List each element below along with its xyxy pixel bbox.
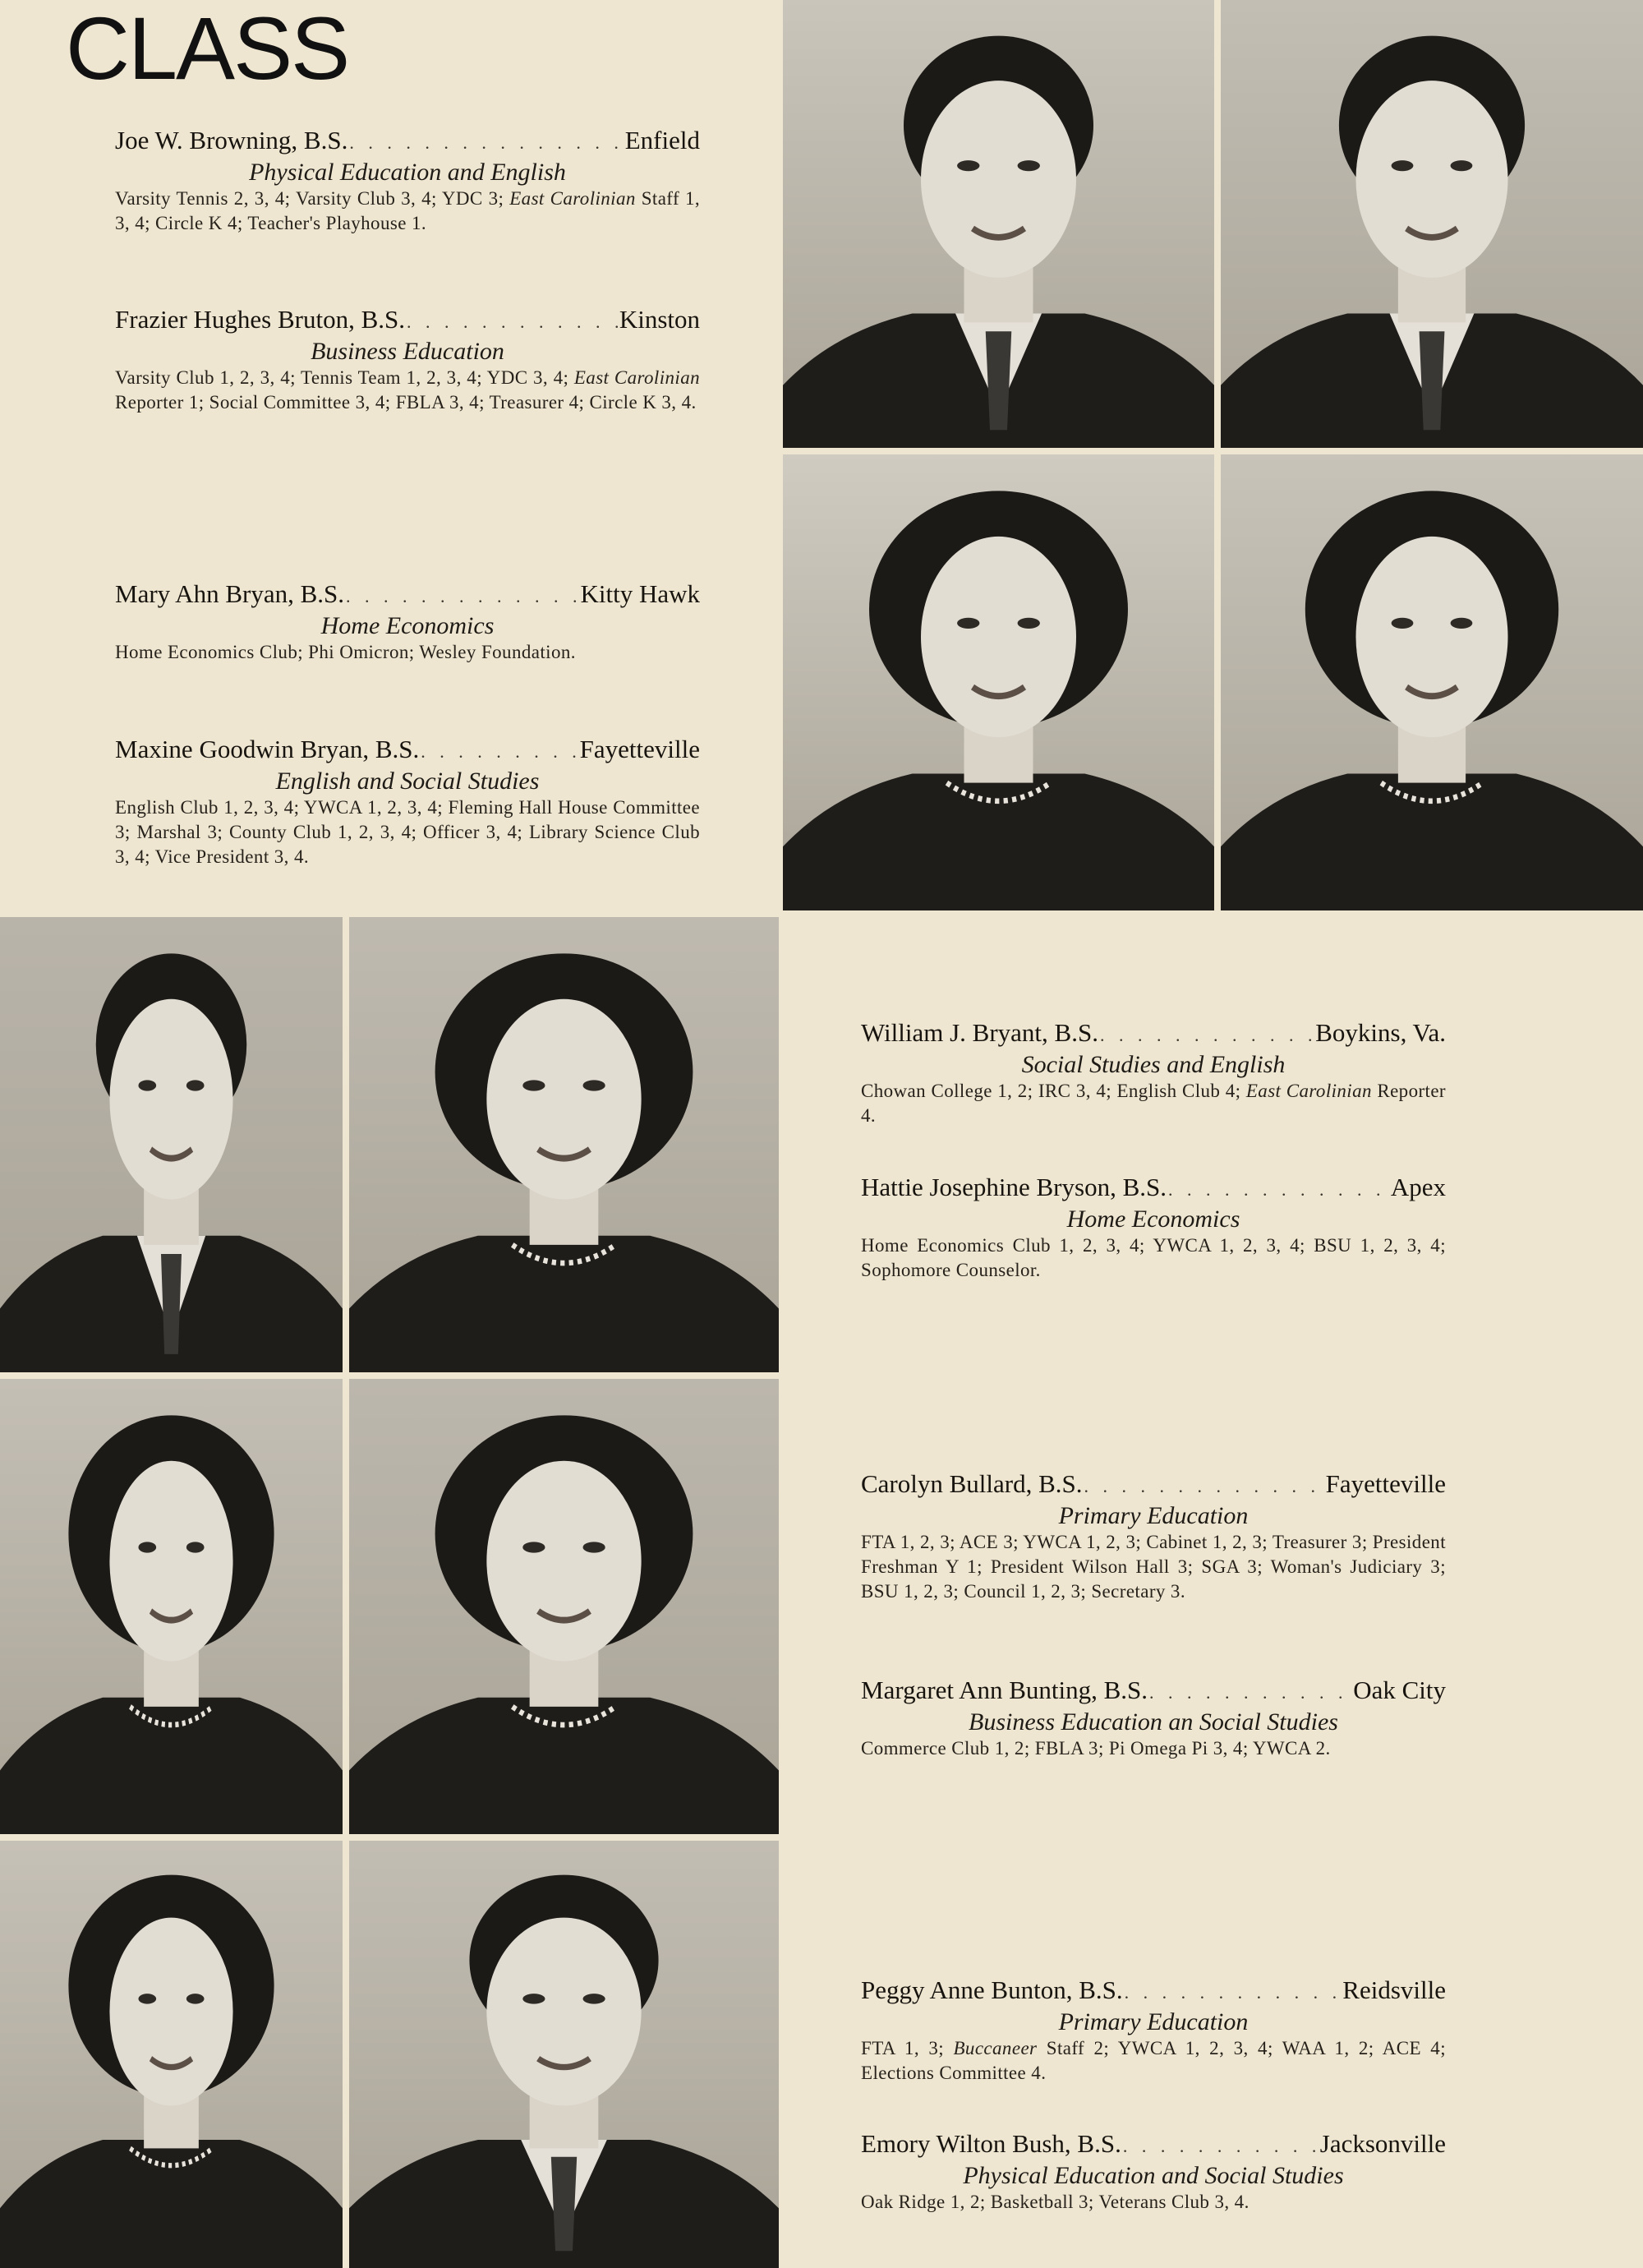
eye-shape: [583, 1542, 605, 1552]
entry-bruton: [115, 304, 700, 415]
face-shape: [109, 1918, 232, 2106]
eye-shape: [522, 1994, 545, 2003]
portrait-silhouette: [1221, 0, 1643, 448]
activities-text: [115, 640, 700, 665]
clothing-shape: [783, 774, 1214, 911]
name-line: [861, 1017, 1446, 1051]
portrait-photo-bruton: [1221, 0, 1643, 448]
face-shape: [486, 1918, 641, 2106]
entry-bunting: [861, 1675, 1446, 1761]
student-name: Frazier Hughes Bruton, B.S.: [115, 305, 406, 334]
hometown: Kitty Hawk: [580, 579, 700, 608]
portrait-silhouette: [0, 917, 343, 1372]
entry-bryant: [861, 1017, 1446, 1128]
eye-shape: [1392, 618, 1414, 629]
portrait-photo-maxine-bryan: [1221, 454, 1643, 910]
face-shape: [921, 537, 1076, 737]
name-line: [115, 579, 700, 612]
activities-part: FTA 1, 2, 3; ACE 3; YWCA 1, 2, 3; Cabinet 1, 2, 3; Treasurer 3; President Freshman Y 1; President Wilson Hall 3; SGA 3; Woman's Judiciary 3; BSU 1, 2, 3; Council 1, 2, 3; Secretary 3.: [861, 1532, 1446, 1602]
student-name: Maxine Goodwin Bryan, B.S.: [115, 735, 420, 763]
face-shape: [109, 999, 232, 1200]
major-field: Primary Education: [1058, 1502, 1249, 1529]
activities-part: Home Economics Club 1, 2, 3, 4; YWCA 1, 2, 3, 4; BSU 1, 2, 3, 4; Sophomore Counselor.: [861, 1235, 1446, 1280]
major-field: Social Studies and English: [1021, 1051, 1286, 1078]
clothing-shape: [0, 1698, 343, 1834]
activities-text: [861, 1736, 1446, 1761]
eye-shape: [1392, 160, 1414, 171]
necktie-shape: [1420, 331, 1445, 430]
portrait-silhouette: [783, 454, 1214, 910]
necktie-shape: [551, 2157, 577, 2251]
face-shape: [1355, 81, 1507, 278]
entry-bryson: [861, 1172, 1446, 1283]
entry-bush: [861, 2128, 1446, 2215]
hometown: Jacksonville: [1319, 2129, 1446, 2158]
portrait-photo-bunting: [349, 1379, 779, 1834]
entry-bunton: [861, 1975, 1446, 2086]
major-field: Physical Education and English: [249, 159, 566, 186]
activities-part: English Club 1, 2, 3, 4; YWCA 1, 2, 3, 4; Fleming Hall House Committee 3; Marshal 3; County Club 1, 2, 3, 4; Officer 3, 4; Library Science Club 3, 4; Vice President 3, 4.: [115, 797, 700, 867]
leader-dots: [421, 736, 578, 768]
activities-part: Varsity Club 1, 2, 3, 4; Tennis Team 1, 2, 3, 4; YDC 3, 4;: [115, 367, 574, 388]
name-line: [861, 1172, 1446, 1205]
student-name: Mary Ahn Bryan, B.S.: [115, 579, 344, 608]
activities-text: [861, 2190, 1446, 2215]
hometown: Apex: [1390, 1173, 1446, 1201]
entry-mary-bryan: [115, 579, 700, 665]
name-line: [861, 1675, 1446, 1708]
eye-shape: [186, 1542, 205, 1552]
name-line: [861, 1975, 1446, 2008]
leader-dots: [1100, 1020, 1314, 1051]
major-field: Primary Education: [1058, 2008, 1249, 2035]
name-line: [115, 125, 700, 159]
eye-shape: [138, 1080, 156, 1090]
student-name: Joe W. Browning, B.S.: [115, 126, 348, 154]
hometown: Kinston: [619, 305, 700, 334]
clothing-shape: [349, 1236, 779, 1372]
hometown: Oak City: [1353, 1676, 1446, 1704]
leader-dots: [1149, 1677, 1351, 1708]
activities-part: Oak Ridge 1, 2; Basketball 3; Veterans Club 3, 4.: [861, 2192, 1250, 2212]
eye-shape: [1018, 618, 1040, 629]
student-name: Emory Wilton Bush, B.S.: [861, 2129, 1121, 2158]
hometown: Fayetteville: [579, 735, 700, 763]
eye-shape: [957, 160, 979, 171]
clothing-shape: [349, 1698, 779, 1834]
activities-text: [115, 795, 700, 869]
eye-shape: [583, 1994, 605, 2003]
student-name: Carolyn Bullard, B.S.: [861, 1469, 1083, 1498]
eye-shape: [138, 1542, 156, 1552]
portrait-photo-bush: [349, 1841, 779, 2268]
portrait-photo-bullard: [0, 1379, 343, 1834]
entry-browning: [115, 125, 700, 236]
face-shape: [921, 81, 1076, 278]
eye-shape: [522, 1542, 545, 1552]
portrait-silhouette: [349, 1379, 779, 1834]
portrait-silhouette: [0, 1841, 343, 2268]
portrait-photo-bryant: [0, 917, 343, 1372]
portrait-silhouette: [1221, 454, 1643, 910]
activities-part: FTA 1, 3;: [861, 2038, 954, 2058]
eye-shape: [1018, 160, 1040, 171]
hometown: Enfield: [624, 126, 700, 154]
major-field: Home Economics: [320, 612, 495, 639]
student-name: Margaret Ann Bunting, B.S.: [861, 1676, 1148, 1704]
major-field: Business Education: [311, 338, 504, 365]
student-name: Hattie Josephine Bryson, B.S.: [861, 1173, 1167, 1201]
leader-dots: [349, 127, 623, 159]
eye-shape: [1451, 160, 1473, 171]
activities-part: Staff 2; YWCA 1, 2, 3, 4; WAA 1, 2; ACE 4; Elections Committee 4.: [861, 2038, 1446, 2083]
hometown: Fayetteville: [1325, 1469, 1446, 1498]
student-name: William J. Bryant, B.S.: [861, 1018, 1098, 1047]
eye-shape: [522, 1080, 545, 1090]
major-field: Physical Education and Social Studies: [963, 2162, 1344, 2189]
eye-shape: [138, 1994, 156, 2003]
portrait-silhouette: [783, 0, 1214, 448]
leader-dots: [1125, 1977, 1342, 2008]
major-field: Home Economics: [1066, 1205, 1240, 1233]
portrait-photo-browning: [783, 0, 1214, 448]
activities-part: Commerce Club 1, 2; FBLA 3; Pi Omega Pi 3, 4; YWCA 2.: [861, 1738, 1331, 1759]
leader-dots: [1084, 1471, 1324, 1502]
student-name: Peggy Anne Bunton, B.S.: [861, 1975, 1123, 2004]
leader-dots: [346, 581, 578, 612]
activities-part: Reporter 4.: [861, 1081, 1446, 1126]
eye-shape: [186, 1994, 205, 2003]
activities-part: Chowan College 1, 2; IRC 3, 4; English Club 4;: [861, 1081, 1246, 1101]
portrait-photo-mary-bryan: [783, 454, 1214, 910]
eye-shape: [186, 1080, 205, 1090]
eye-shape: [583, 1080, 605, 1090]
leader-dots: [1123, 2131, 1319, 2162]
activities-part: Home Economics Club; Phi Omicron; Wesley Foundation.: [115, 642, 576, 662]
hometown: Reidsville: [1342, 1975, 1446, 2004]
portrait-silhouette: [0, 1379, 343, 1834]
face-shape: [486, 1461, 641, 1662]
eye-shape: [957, 618, 979, 629]
portrait-photo-bunton: [0, 1841, 343, 2268]
face-shape: [486, 999, 641, 1200]
hometown: Boykins, Va.: [1315, 1018, 1446, 1047]
activities-text: [861, 1079, 1446, 1128]
page-heading: CLASS: [66, 0, 349, 98]
leader-dots: [1168, 1174, 1389, 1205]
portrait-photo-bryson: [349, 917, 779, 1372]
portrait-silhouette: [349, 1841, 779, 2268]
publication-name: East Carolinian: [1245, 1081, 1372, 1101]
major-field: Business Education an Social Studies: [969, 1708, 1338, 1736]
activities-text: [115, 187, 700, 236]
clothing-shape: [0, 2140, 343, 2268]
leader-dots: [407, 307, 618, 338]
eye-shape: [1451, 618, 1473, 629]
publication-name: East Carolinian: [509, 188, 636, 209]
name-line: [861, 1468, 1446, 1502]
portrait-silhouette: [349, 917, 779, 1372]
face-shape: [1355, 537, 1507, 737]
activities-text: [861, 1530, 1446, 1604]
activities-part: Reporter 1; Social Committee 3, 4; FBLA 3, 4; Treasurer 4; Circle K 3, 4.: [115, 392, 697, 413]
name-line: [861, 2128, 1446, 2162]
publication-name: Buccaneer: [953, 2038, 1038, 2058]
necktie-shape: [986, 331, 1012, 430]
entry-bullard: [861, 1468, 1446, 1604]
clothing-shape: [1221, 774, 1643, 911]
activities-part: Varsity Tennis 2, 3, 4; Varsity Club 3, 4; YDC 3;: [115, 188, 510, 209]
name-line: [115, 734, 700, 768]
name-line: [115, 304, 700, 338]
activities-text: [861, 2036, 1446, 2086]
activities-text: [115, 366, 700, 415]
publication-name: East Carolinian: [573, 367, 700, 388]
activities-text: [861, 1233, 1446, 1283]
necktie-shape: [161, 1254, 182, 1354]
face-shape: [109, 1461, 232, 1662]
entry-maxine-bryan: [115, 734, 700, 869]
activities-part: Staff 1, 3, 4; Circle K 4; Teacher's Playhouse 1.: [115, 188, 700, 233]
major-field: English and Social Studies: [275, 768, 540, 795]
